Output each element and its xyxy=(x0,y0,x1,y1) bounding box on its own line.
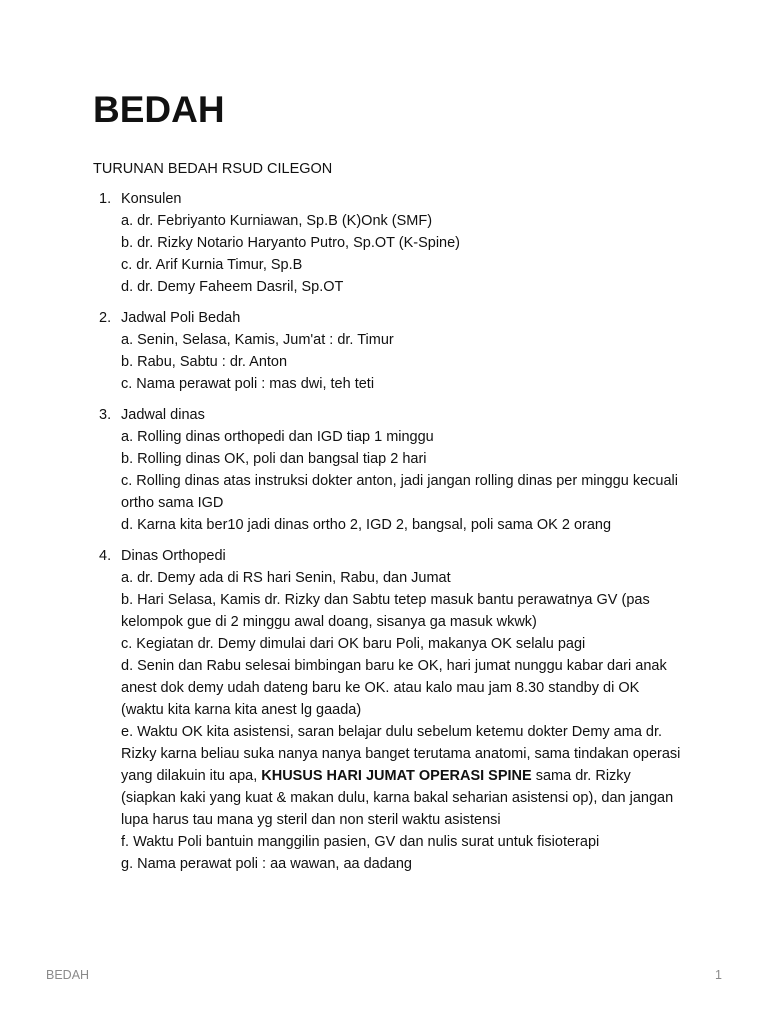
section-dinas-orthopedi xyxy=(93,545,683,875)
section-list xyxy=(93,188,683,884)
list-item: d. Senin dan Rabu selesai bimbingan baru ke OK, hari jumat nunggu kabar dari anak anest dok demy udah dateng baru ke OK. atau kalo mau jam 8.30 standby di OK (waktu kita karna kita anest lg gaada) xyxy=(121,658,667,718)
list-item: a. dr. Febriyanto Kurniawan, Sp.B (K)Onk (SMF) xyxy=(121,213,433,229)
list-item: c. Kegiatan dr. Demy dimulai dari OK baru Poli, makanya OK selalu pagi xyxy=(121,636,586,652)
list-item: a. Rolling dinas orthopedi dan IGD tiap 1 minggu xyxy=(121,429,434,445)
section-number: 2. xyxy=(99,310,112,326)
section-title: Jadwal Poli Bedah xyxy=(121,310,241,326)
list-item: f. Waktu Poli bantuin manggilin pasien, GV dan nulis surat untuk fisioterapi xyxy=(121,834,600,850)
section-konsulen xyxy=(93,188,683,298)
section-title: Jadwal dinas xyxy=(121,407,205,423)
item-e-text-before: e. Waktu OK kita asistensi, saran belajar dulu sebelum ketemu dokter Demy ama dr. Rizky karna beliau suka nanya nanya banget terutama anatomi, sama tindakan operasi yang dilakuin itu apa, xyxy=(121,724,681,784)
list-item-e xyxy=(121,721,683,831)
page-title: BEDAH xyxy=(93,89,225,130)
list-item: a. dr. Demy ada di RS hari Senin, Rabu, dan Jumat xyxy=(121,570,451,586)
page-number: 1 xyxy=(715,968,722,982)
section-number: 4. xyxy=(99,548,112,564)
list-item: c. dr. Arif Kurnia Timur, Sp.B xyxy=(121,257,303,273)
section-jadwal-dinas xyxy=(93,404,683,536)
list-item: a. Senin, Selasa, Kamis, Jum'at : dr. Timur xyxy=(121,332,394,348)
section-title: Dinas Orthopedi xyxy=(121,548,226,564)
section-title: Konsulen xyxy=(121,191,182,207)
list-item: c. Nama perawat poli : mas dwi, teh teti xyxy=(121,376,375,392)
list-item: d. dr. Demy Faheem Dasril, Sp.OT xyxy=(121,279,344,295)
section-jadwal-poli xyxy=(93,307,683,395)
footer-title: BEDAH xyxy=(46,968,90,982)
list-item: b. Rolling dinas OK, poli dan bangsal tiap 2 hari xyxy=(121,451,427,467)
list-item: g. Nama perawat poli : aa wawan, aa dadang xyxy=(121,856,412,872)
item-e-bold-text: KHUSUS HARI JUMAT OPERASI SPINE xyxy=(261,768,532,784)
page-subtitle: TURUNAN BEDAH RSUD CILEGON xyxy=(93,161,333,177)
list-item: b. Rabu, Sabtu : dr. Anton xyxy=(121,354,288,370)
item-e-text-after: sama dr. Rizky (siapkan kaki yang kuat & makan dulu, karna bakal seharian asistensi op), dan jangan lupa harus tau mana yg steril dan non steril waktu asistensi xyxy=(121,768,674,828)
list-item: b. dr. Rizky Notario Haryanto Putro, Sp.OT (K-Spine) xyxy=(121,235,461,251)
list-item: b. Hari Selasa, Kamis dr. Rizky dan Sabtu tetep masuk bantu perawatnya GV (pas kelompok gue di 2 minggu awal doang, sisanya ga masuk wkwk) xyxy=(121,592,650,630)
list-item: d. Karna kita ber10 jadi dinas ortho 2, IGD 2, bangsal, poli sama OK 2 orang xyxy=(121,517,612,533)
section-number: 3. xyxy=(99,407,112,423)
section-number: 1. xyxy=(99,191,112,207)
list-item: c. Rolling dinas atas instruksi dokter anton, jadi jangan rolling dinas per minggu kecuali ortho sama IGD xyxy=(121,473,678,511)
